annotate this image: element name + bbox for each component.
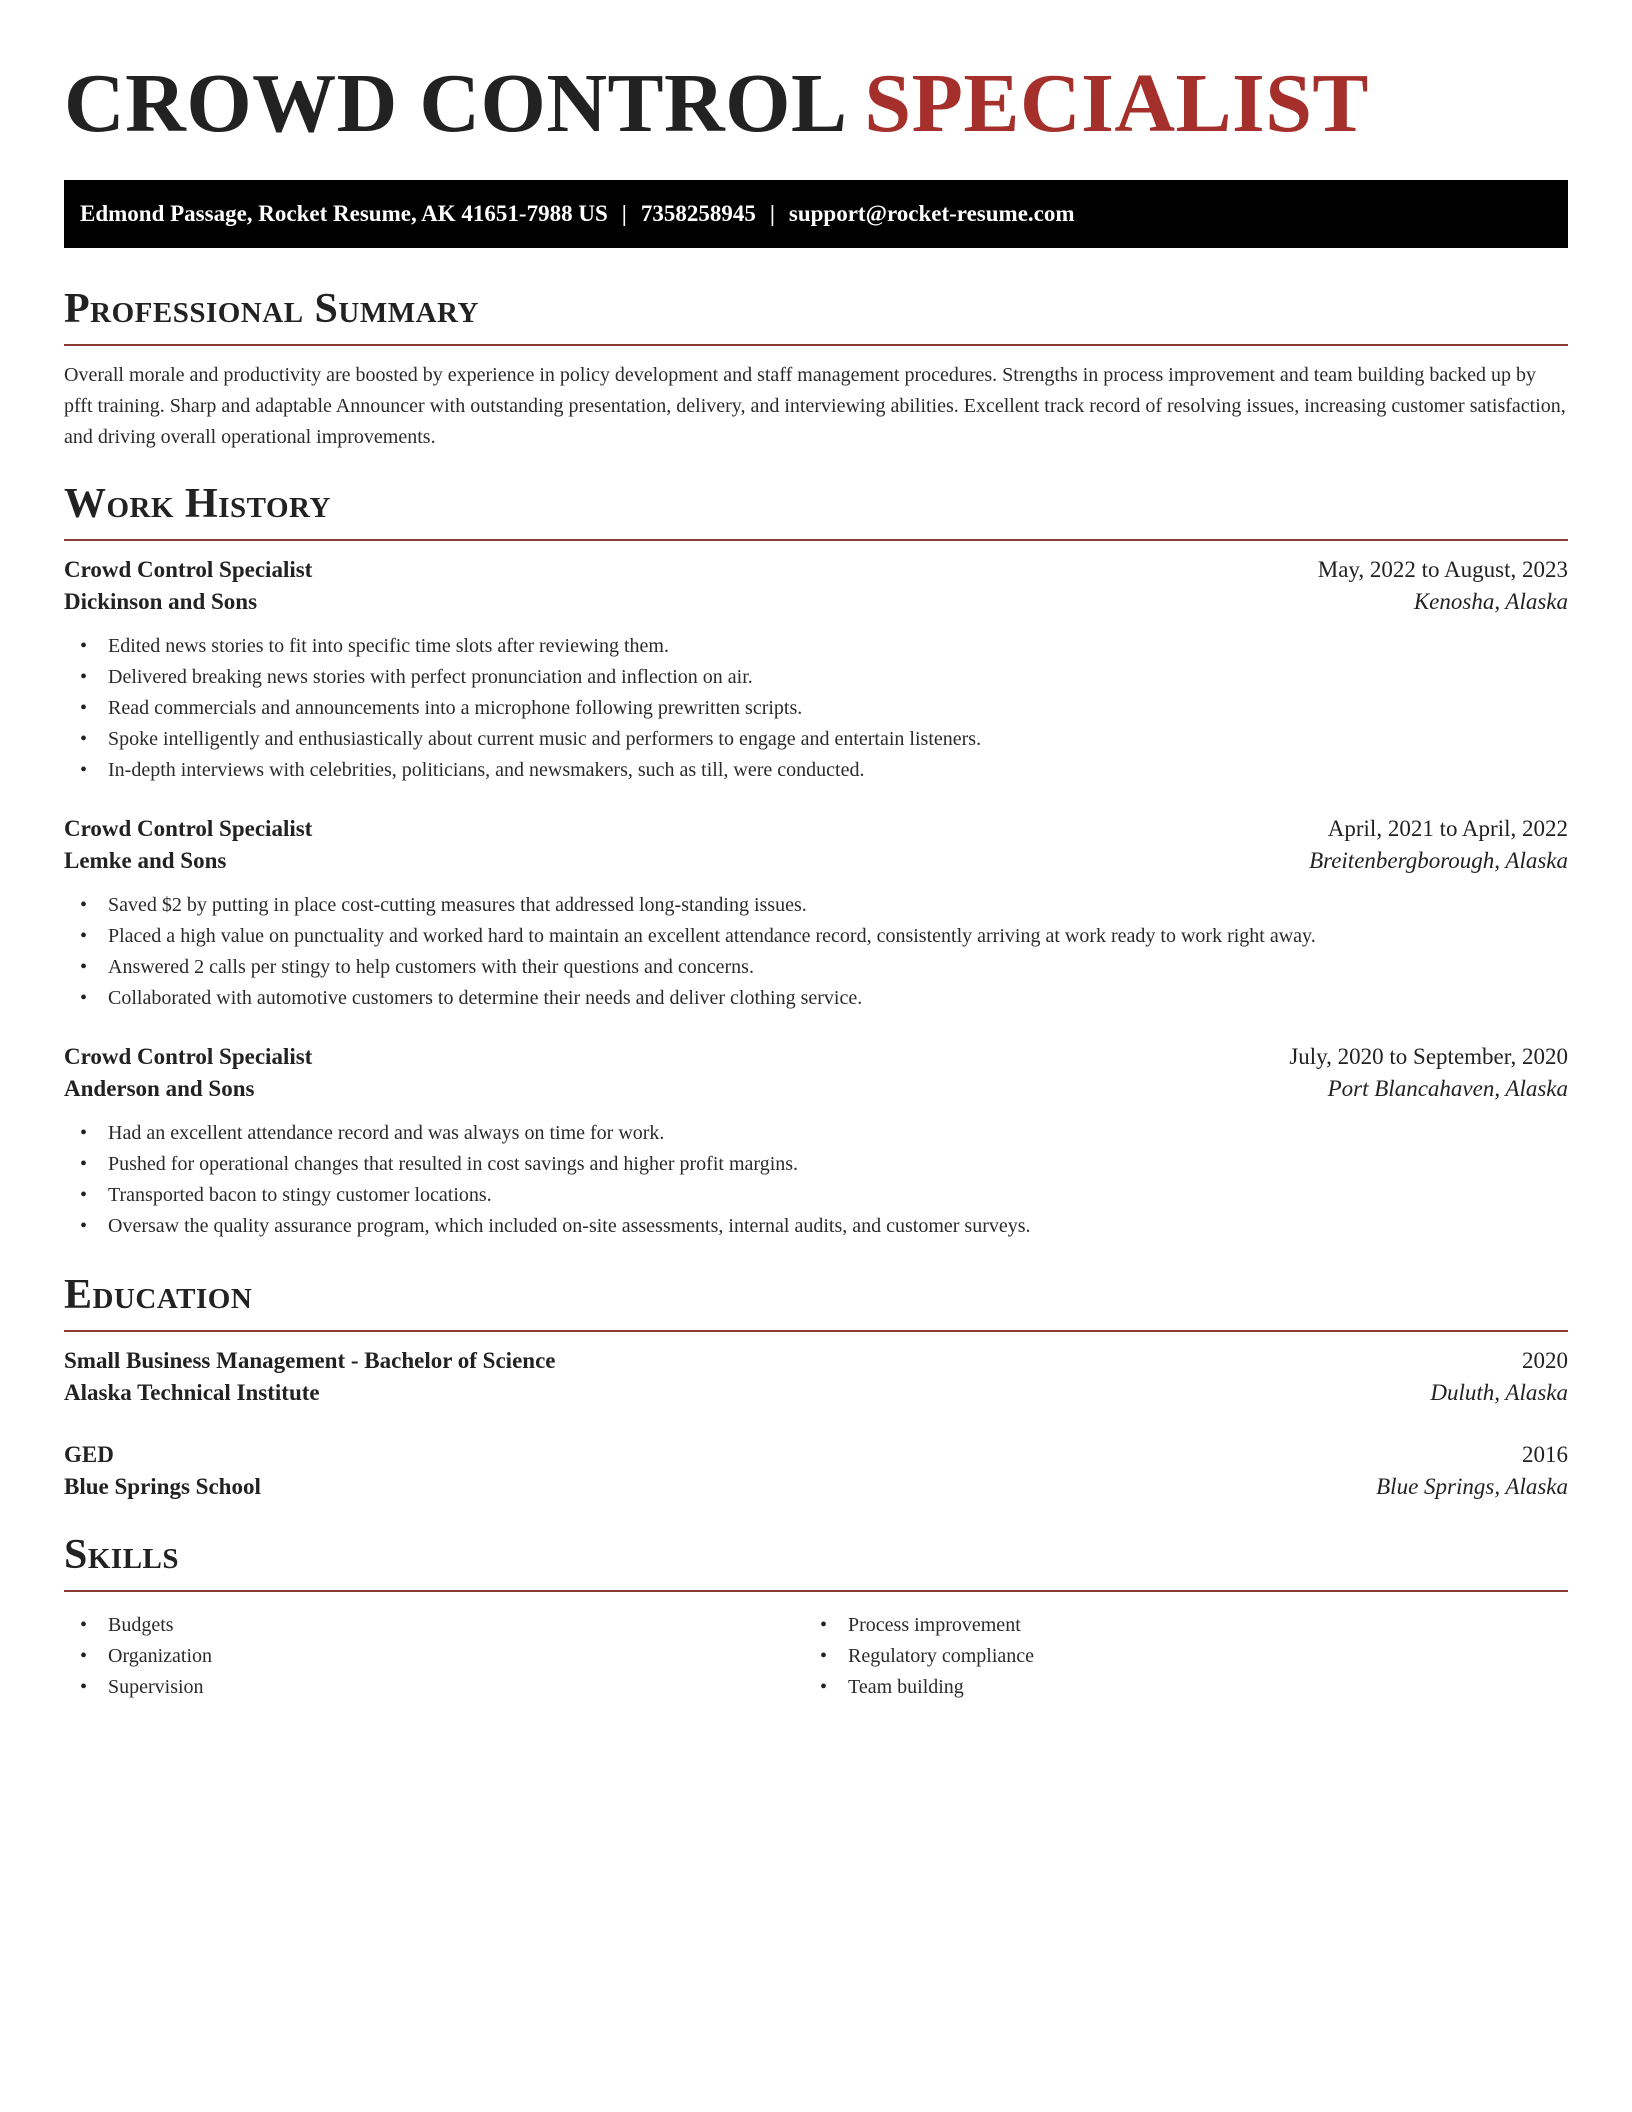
contact-separator: | [621,201,627,226]
job-bullet: • Had an excellent attendance record and was always on time for work. [64,1118,1568,1149]
title-first: CROWD CONTROL [64,57,843,150]
section-divider [64,1330,1568,1332]
job-bullet: • Collaborated with automotive customers to determine their needs and deliver clothing service. [64,983,1568,1014]
education-location: Blue Springs, Alaska [1376,1474,1568,1499]
skills-list [64,1610,1568,1703]
contact-bar [64,180,1568,248]
section-divider [64,1590,1568,1592]
section-heading-summary: Professional Summary [64,286,479,332]
skill-item: • Supervision [64,1672,804,1703]
job-title: Crowd Control Specialist [64,1044,313,1069]
section-heading-work-history: Work History [64,481,331,527]
job-bullet: • Oversaw the quality assurance program, which included on-site assessments, internal audits, and customer surveys. [64,1211,1568,1242]
job-bullet: • Edited news stories to fit into specific time slots after reviewing them. [64,631,1568,662]
section-heading-skills: Skills [64,1532,180,1578]
job-entry [64,1044,1568,1242]
skill-item: • Process improvement [804,1610,1544,1641]
job-bullet: • Placed a high value on punctuality and worked hard to maintain an excellent attendance record, consistently arriving at work ready to work right away. [64,921,1568,952]
job-bullet: • Spoke intelligently and enthusiastically about current music and performers to engage and entertain listeners. [64,724,1568,755]
contact-email[interactable]: support@rocket-resume.com [788,201,1075,226]
section-divider [64,344,1568,346]
education-degree: Small Business Management - Bachelor of Science [64,1348,556,1373]
education-entry [64,1442,1568,1500]
job-location: Port Blancahaven, Alaska [1327,1076,1568,1101]
job-entry [64,557,1568,786]
education-section [64,1270,1568,1500]
contact-separator: | [769,201,775,226]
job-company: Anderson and Sons [64,1076,255,1101]
skills-column-left [64,1610,804,1703]
job-bullets [64,890,1568,1014]
summary-text: Overall morale and productivity are boosted by experience in policy development and staff management procedures. Strengths in process improvement and team building backed up by pfft training. Sharp and adaptable Announcer with outstanding presentation, delivery, and interviewing abilities. Excellent track record of resolving issues, increasing customer satisfaction, and driving overall operational improvements. [64,364,1566,448]
title-last: SPECIALIST [864,57,1369,150]
education-entry [64,1348,1568,1406]
resume-title [64,0,1568,152]
section-heading-education: Education [64,1272,253,1318]
work-history-section [64,479,1568,1242]
job-bullets [64,631,1568,786]
job-bullet: • Answered 2 calls per stingy to help customers with their questions and concerns. [64,952,1568,983]
job-company: Dickinson and Sons [64,589,258,614]
job-bullet: • In-depth interviews with celebrities, politicians, and newsmakers, such as till, were conducted. [64,755,1568,786]
job-dates: May, 2022 to August, 2023 [1317,557,1568,582]
job-title: Crowd Control Specialist [64,557,313,582]
job-location: Breitenbergborough, Alaska [1309,848,1568,873]
education-year: 2020 [1522,1348,1568,1373]
skills-section [64,1530,1568,1703]
skill-item: • Organization [64,1641,804,1672]
education-school: Blue Springs School [64,1474,261,1499]
job-company: Lemke and Sons [64,848,227,873]
job-bullet: • Pushed for operational changes that resulted in cost savings and higher profit margins. [64,1149,1568,1180]
job-dates: July, 2020 to September, 2020 [1289,1044,1568,1069]
section-divider [64,539,1568,541]
job-title: Crowd Control Specialist [64,816,313,841]
job-bullet: • Transported bacon to stingy customer locations. [64,1180,1568,1211]
skills-column-right [804,1610,1544,1703]
contact-phone: 7358258945 [640,201,756,226]
job-bullets [64,1118,1568,1242]
job-bullet: • Read commercials and announcements into a microphone following prewritten scripts. [64,693,1568,724]
resume-page [64,0,1568,1703]
education-school: Alaska Technical Institute [64,1380,320,1405]
education-degree: GED [64,1442,114,1467]
job-entry [64,816,1568,1014]
job-bullet: • Delivered breaking news stories with perfect pronunciation and inflection on air. [64,662,1568,693]
summary-section [64,284,1568,453]
job-location: Kenosha, Alaska [1413,589,1568,614]
job-dates: April, 2021 to April, 2022 [1327,816,1568,841]
skill-item: • Regulatory compliance [804,1641,1544,1672]
job-bullet: • Saved $2 by putting in place cost-cutting measures that addressed long-standing issues. [64,890,1568,921]
education-year: 2016 [1522,1442,1568,1467]
skill-item: • Team building [804,1672,1544,1703]
education-location: Duluth, Alaska [1430,1380,1568,1405]
contact-address: Edmond Passage, Rocket Resume, AK 41651-7988 US [80,201,608,226]
skill-item: • Budgets [64,1610,804,1641]
